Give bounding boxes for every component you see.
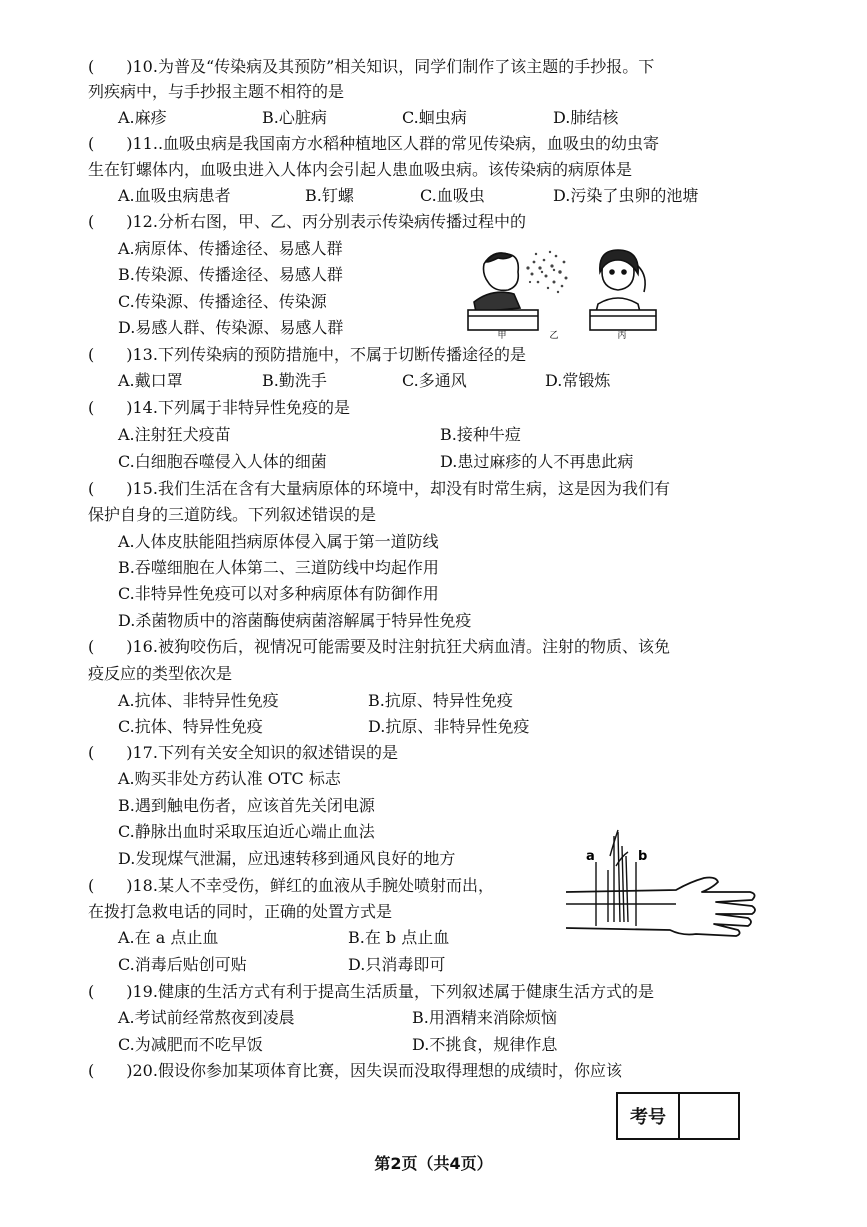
option-b: B.心脏病: [262, 108, 327, 127]
answer-blank[interactable]: ( ): [88, 212, 133, 231]
option-b: B.吞噬细胞在人体第二、三道防线中均起作用: [118, 558, 439, 577]
question-16-stem-cont: 疫反应的类型依次是: [88, 664, 233, 683]
option-b: B.抗原、特异性免疫: [368, 691, 513, 710]
disease-transmission-figure: [462, 242, 662, 342]
question-16-stem: ( )16.被狗咬伤后，视情况可能需要及时注射抗狂犬病血清。注射的物质、该免: [88, 637, 670, 656]
option-a: A.在 a 点止血: [118, 928, 219, 947]
label-bing: 丙: [617, 331, 627, 341]
option-a: A.注射狂犬疫苗: [118, 425, 231, 444]
option-a: A.戴口罩: [118, 371, 183, 390]
sneezing-child-icon: [468, 253, 538, 330]
exam-number-label: 考号: [618, 1094, 680, 1138]
option-c: C.白细胞吞噬侵入人体的细菌: [118, 452, 327, 471]
answer-blank[interactable]: ( ): [88, 637, 133, 656]
option-b: B.接种牛痘: [440, 425, 521, 444]
option-d: D.杀菌物质中的溶菌酶使病菌溶解属于特异性免疫: [118, 611, 472, 630]
option-d: D.污染了虫卵的池塘: [553, 186, 699, 205]
answer-blank[interactable]: ( ): [88, 398, 133, 417]
option-c: C.消毒后贴创可贴: [118, 955, 247, 974]
option-a: A.病原体、传播途径、易感人群: [118, 239, 343, 258]
option-c: C.传染源、传播途径、传染源: [118, 292, 327, 311]
option-a: A.抗体、非特异性免疫: [118, 691, 279, 710]
label-a: a: [586, 849, 595, 864]
answer-blank[interactable]: ( ): [88, 479, 133, 498]
option-a: A.血吸虫病患者: [118, 186, 231, 205]
question-18-stem-cont: 在拨打急救电话的同时，正确的处置方式是: [88, 902, 393, 921]
option-c: C.为减肥而不吃早饭: [118, 1035, 263, 1054]
option-c: C.蛔虫病: [402, 108, 467, 127]
option-d: D.肺结核: [553, 108, 619, 127]
answer-blank[interactable]: ( ): [88, 876, 133, 895]
option-d: D.常锻炼: [545, 371, 611, 390]
option-b: B.传染源、传播途径、易感人群: [118, 265, 343, 284]
answer-blank[interactable]: ( ): [88, 743, 133, 762]
option-c: C.抗体、特异性免疫: [118, 717, 263, 736]
answer-blank[interactable]: ( ): [88, 982, 133, 1001]
label-b: b: [638, 849, 648, 864]
option-b: B.在 b 点止血: [348, 928, 450, 947]
option-d: D.患过麻疹的人不再患此病: [440, 452, 634, 471]
answer-blank[interactable]: ( ): [88, 345, 133, 364]
question-11-stem-cont: 生在钉螺体内，血吸虫进入人体内会引起人患血吸虫病。该传染病的病原体是: [88, 160, 633, 179]
girl-icon: [590, 250, 656, 330]
option-d: D.不挑食，规律作息: [412, 1035, 558, 1054]
question-15-stem-cont: 保护自身的三道防线。下列叙述错误的是: [88, 505, 377, 524]
option-b: B.勤洗手: [262, 371, 327, 390]
exam-number-box: [616, 1092, 740, 1140]
option-c: C.静脉出血时采取压迫近心端止血法: [118, 822, 375, 841]
exam-number-input[interactable]: [680, 1094, 738, 1138]
answer-blank[interactable]: ( ): [88, 57, 133, 76]
question-10-stem: ( )10.为普及“传染病及其预防”相关知识，同学们制作了该主题的手抄报。下: [88, 57, 655, 76]
answer-blank[interactable]: ( ): [88, 1061, 133, 1080]
question-19-stem: ( )19.健康的生活方式有利于提高生活质量，下列叙述属于健康生活方式的是: [88, 982, 654, 1001]
blood-vessel-lines: [566, 830, 676, 926]
option-c: C.多通风: [402, 371, 467, 390]
option-a: A.考试前经常熬夜到凌晨: [118, 1008, 295, 1027]
question-15-stem: ( )15.我们生活在含有大量病原体的环境中，却没有时常生病，这是因为我们有: [88, 479, 670, 498]
label-jia: 甲: [497, 331, 507, 341]
droplet-cloud: [526, 251, 567, 293]
question-10-stem-cont: 列疾病中，与手抄报主题不相符的是: [88, 82, 345, 101]
option-d: D.抗原、非特异性免疫: [368, 717, 530, 736]
option-c: C.非特异性免疫可以对多种病原体有防御作用: [118, 584, 439, 603]
option-b: B.钉螺: [305, 186, 354, 205]
hand-icon: [566, 878, 755, 937]
question-13-stem: ( )13.下列传染病的预防措施中，不属于切断传播途径的是: [88, 345, 526, 364]
option-d: D.发现煤气泄漏，应迅速转移到通风良好的地方: [118, 849, 456, 868]
option-b: B.用酒精来消除烦恼: [412, 1008, 557, 1027]
option-b: B.遇到触电伤者，应该首先关闭电源: [118, 796, 375, 815]
option-a: A.人体皮肤能阻挡病原体侵入属于第一道防线: [118, 532, 439, 551]
wrist-bleeding-figure: [566, 826, 762, 946]
page-footer: 第2页（共4页）: [374, 1154, 493, 1173]
question-18-stem: ( )18.某人不幸受伤，鲜红的血液从手腕处喷射而出，: [88, 876, 494, 895]
option-a: A.购买非处方药认准 OTC 标志: [118, 769, 341, 788]
question-14-stem: ( )14.下列属于非特异性免疫的是: [88, 398, 350, 417]
option-d: D.易感人群、传染源、易感人群: [118, 318, 344, 337]
question-11-stem: ( )11..血吸虫病是我国南方水稻种植地区人群的常见传染病，血吸虫的幼虫寄: [88, 134, 660, 153]
option-c: C.血吸虫: [420, 186, 485, 205]
question-12-stem: ( )12.分析右图，甲、乙、丙分别表示传染病传播过程中的: [88, 212, 526, 231]
option-a: A.麻疹: [118, 108, 167, 127]
option-d: D.只消毒即可: [348, 955, 446, 974]
label-yi: 乙: [549, 331, 559, 341]
question-17-stem: ( )17.下列有关安全知识的叙述错误的是: [88, 743, 398, 762]
question-20-stem: ( )20.假设你参加某项体育比赛，因失误而没取得理想的成绩时，你应该: [88, 1061, 622, 1080]
answer-blank[interactable]: ( ): [88, 134, 133, 153]
